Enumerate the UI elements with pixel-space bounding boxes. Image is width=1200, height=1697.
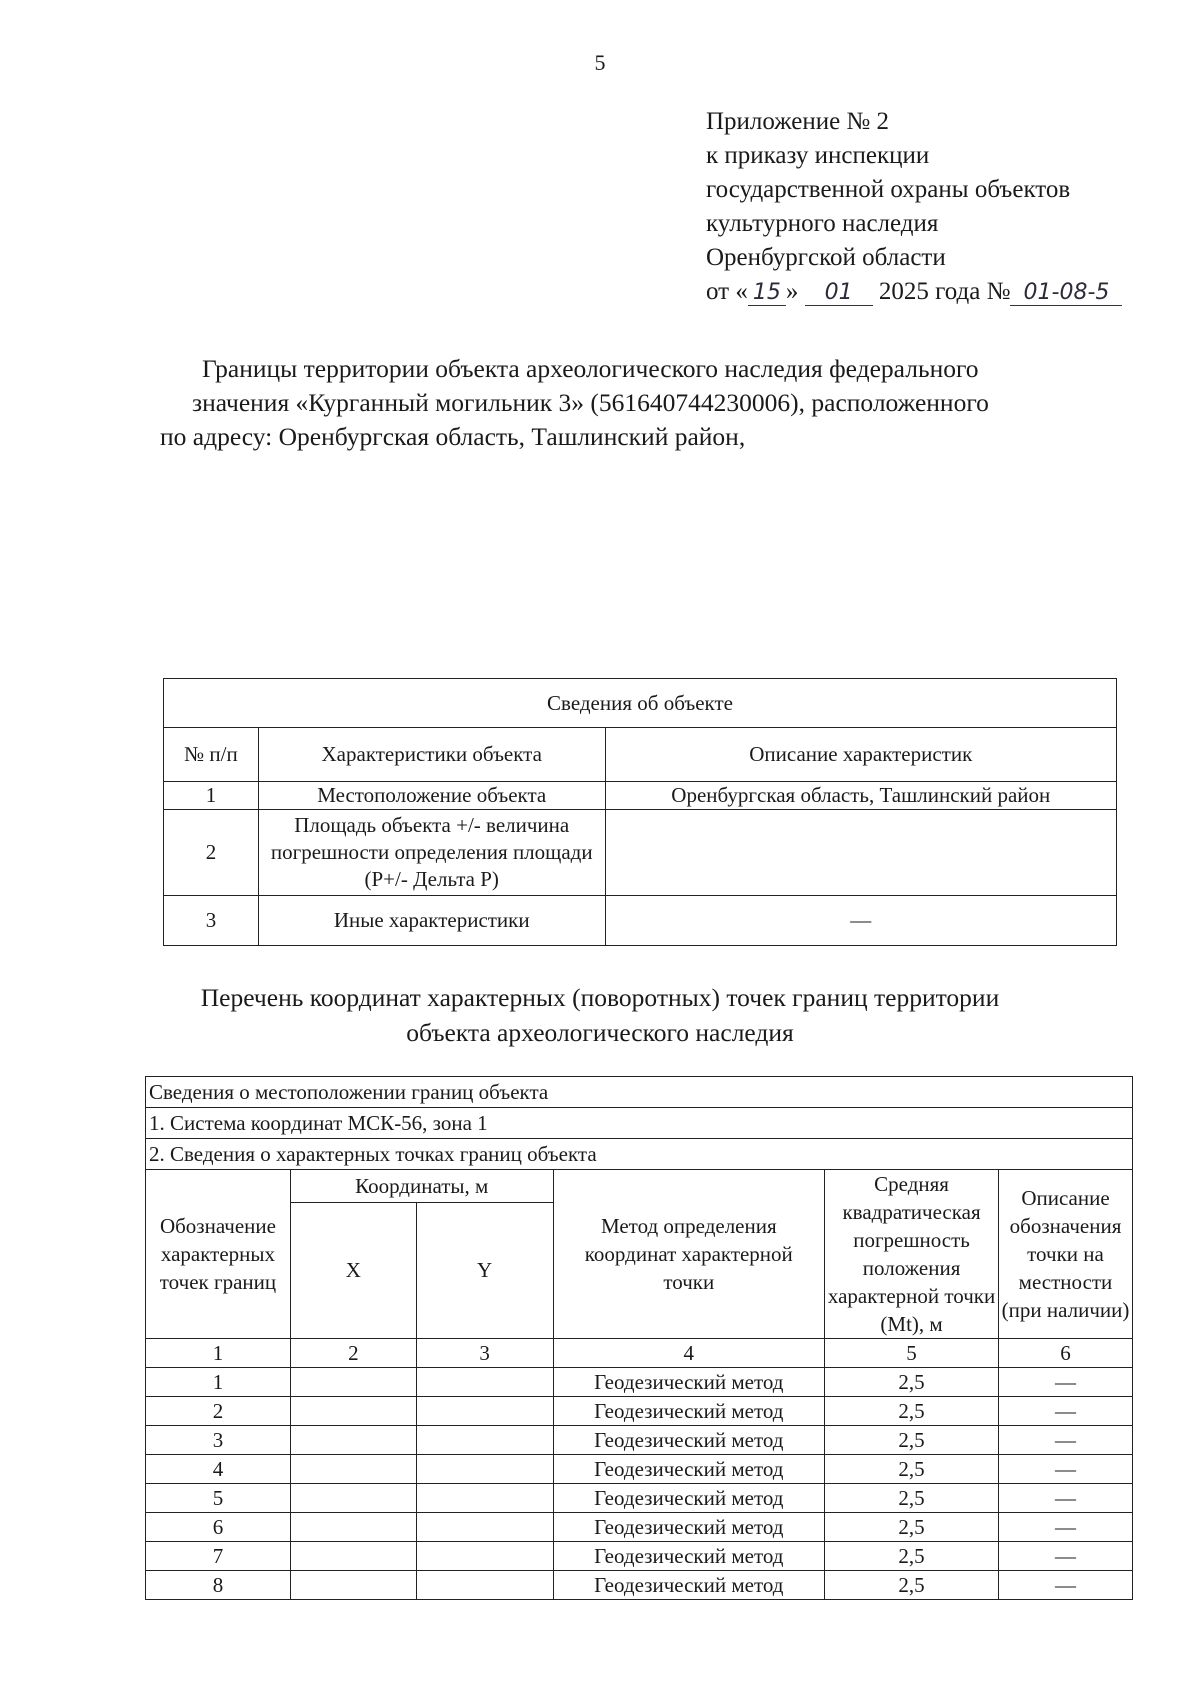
point-x xyxy=(290,1542,416,1571)
point-x xyxy=(290,1426,416,1455)
section-title-line: Перечень координат характерных (поворотных) точек границ территории xyxy=(200,983,1000,1012)
point-error: 2,5 xyxy=(825,1455,999,1484)
point-id: 8 xyxy=(146,1571,291,1600)
document-title xyxy=(160,352,1120,454)
row-description xyxy=(605,810,1116,896)
header-error: Средняя квадратическая погрешность положения характерной точки (Mt), м xyxy=(825,1170,999,1339)
point-y xyxy=(416,1571,553,1600)
title-line: Границы территории объекта археологического наследия федерального xyxy=(202,354,979,383)
title-line: по адресу: Оренбургская область, Ташлинский район, xyxy=(160,422,746,451)
section-title-line: объекта археологического наследия xyxy=(406,1018,794,1047)
column-number: 3 xyxy=(416,1339,553,1368)
date-prefix: от « xyxy=(706,278,748,305)
column-number: 4 xyxy=(553,1339,825,1368)
table-row xyxy=(146,1368,1133,1397)
point-id: 7 xyxy=(146,1542,291,1571)
point-x xyxy=(290,1455,416,1484)
table-row xyxy=(164,896,1117,946)
table-header-row xyxy=(164,728,1117,782)
appendix-line: Оренбургской области xyxy=(706,244,946,271)
row-description: Оренбургская область, Ташлинский район xyxy=(605,782,1116,810)
point-x xyxy=(290,1484,416,1513)
header-y: Y xyxy=(416,1203,553,1339)
location-info: Сведения о местоположении границ объекта xyxy=(146,1077,1133,1108)
point-method: Геодезический метод xyxy=(553,1455,825,1484)
row-characteristic: Площадь объекта +/- величина погрешности определения площади (Р+/- Дельта Р) xyxy=(258,810,605,896)
point-y xyxy=(416,1368,553,1397)
point-id: 4 xyxy=(146,1455,291,1484)
appendix-line: культурного наследия xyxy=(706,210,939,237)
table-row xyxy=(146,1571,1133,1600)
point-error: 2,5 xyxy=(825,1426,999,1455)
row-characteristic: Местоположение объекта xyxy=(258,782,605,810)
point-x xyxy=(290,1571,416,1600)
table-row xyxy=(146,1484,1133,1513)
point-method: Геодезический метод xyxy=(553,1542,825,1571)
point-y xyxy=(416,1455,553,1484)
appendix-line: государственной охраны объектов xyxy=(706,176,1071,203)
point-method: Геодезический метод xyxy=(553,1484,825,1513)
table-caption-row xyxy=(164,679,1117,728)
point-error: 2,5 xyxy=(825,1368,999,1397)
point-method: Геодезический метод xyxy=(553,1513,825,1542)
page-number: 5 xyxy=(594,50,606,75)
point-error: 2,5 xyxy=(825,1397,999,1426)
handwritten-month: 01 xyxy=(805,281,873,306)
appendix-date-line xyxy=(706,275,1122,309)
row-characteristic: Иные характеристики xyxy=(258,896,605,946)
table-row xyxy=(146,1397,1133,1426)
location-row xyxy=(146,1077,1133,1108)
object-info-caption: Сведения об объекте xyxy=(164,679,1117,728)
point-description: — xyxy=(999,1571,1133,1600)
appendix-line: Приложение № 2 xyxy=(706,108,890,135)
handwritten-day: 15 xyxy=(748,281,786,306)
header-x: X xyxy=(290,1203,416,1339)
points-info: 2. Сведения о характерных точках границ объекта xyxy=(146,1139,1133,1170)
point-id: 5 xyxy=(146,1484,291,1513)
handwritten-order-number: 01-08-5 xyxy=(1010,281,1122,306)
point-id: 1 xyxy=(146,1368,291,1397)
point-id: 2 xyxy=(146,1397,291,1426)
coordinates-table xyxy=(145,1076,1133,1600)
point-y xyxy=(416,1397,553,1426)
header-num: № п/п xyxy=(164,728,259,782)
header-designation: Обозначение характерных точек границ xyxy=(146,1170,291,1339)
point-error: 2,5 xyxy=(825,1542,999,1571)
point-y xyxy=(416,1484,553,1513)
point-method: Геодезический метод xyxy=(553,1426,825,1455)
point-id: 3 xyxy=(146,1426,291,1455)
point-description: — xyxy=(999,1484,1133,1513)
table-row xyxy=(146,1426,1133,1455)
coordinates-section-title xyxy=(0,980,1200,1050)
table-header-row xyxy=(146,1170,1133,1203)
point-description: — xyxy=(999,1368,1133,1397)
table-row xyxy=(146,1455,1133,1484)
point-error: 2,5 xyxy=(825,1571,999,1600)
point-x xyxy=(290,1397,416,1426)
column-number: 5 xyxy=(825,1339,999,1368)
row-description: — xyxy=(605,896,1116,946)
coordinate-system-row xyxy=(146,1108,1133,1139)
title-line: значения «Курганный могильник 3» (561640744230006), расположенного xyxy=(192,388,989,417)
point-description: — xyxy=(999,1513,1133,1542)
column-number: 6 xyxy=(999,1339,1133,1368)
date-year: 2025 года № xyxy=(878,278,1011,305)
point-y xyxy=(416,1542,553,1571)
column-number: 2 xyxy=(290,1339,416,1368)
table-row xyxy=(164,782,1117,810)
header-method: Метод определения координат характерной точки xyxy=(553,1170,825,1339)
date-day-close: » xyxy=(785,278,799,305)
coordinate-system: 1. Система координат МСК-56, зона 1 xyxy=(146,1108,1133,1139)
point-error: 2,5 xyxy=(825,1484,999,1513)
appendix-header xyxy=(706,105,1122,309)
point-description: — xyxy=(999,1426,1133,1455)
row-num: 2 xyxy=(164,810,259,896)
row-num: 1 xyxy=(164,782,259,810)
object-info-table xyxy=(163,678,1117,946)
point-method: Геодезический метод xyxy=(553,1571,825,1600)
table-row xyxy=(146,1542,1133,1571)
point-description: — xyxy=(999,1542,1133,1571)
table-row xyxy=(146,1513,1133,1542)
row-num: 3 xyxy=(164,896,259,946)
point-error: 2,5 xyxy=(825,1513,999,1542)
point-y xyxy=(416,1513,553,1542)
header-characteristic: Характеристики объекта xyxy=(258,728,605,782)
column-number: 1 xyxy=(146,1339,291,1368)
appendix-line: к приказу инспекции xyxy=(706,142,930,169)
table-row xyxy=(164,810,1117,896)
points-info-row xyxy=(146,1139,1133,1170)
point-description: — xyxy=(999,1455,1133,1484)
point-method: Геодезический метод xyxy=(553,1397,825,1426)
point-x xyxy=(290,1513,416,1542)
header-description: Описание характеристик xyxy=(605,728,1116,782)
point-method: Геодезический метод xyxy=(553,1368,825,1397)
point-x xyxy=(290,1368,416,1397)
column-numbers-row xyxy=(146,1339,1133,1368)
point-id: 6 xyxy=(146,1513,291,1542)
point-description: — xyxy=(999,1397,1133,1426)
header-point-description: Описание обозначения точки на местности (при наличии) xyxy=(999,1170,1133,1339)
header-coordinates: Координаты, м xyxy=(290,1170,553,1203)
point-y xyxy=(416,1426,553,1455)
